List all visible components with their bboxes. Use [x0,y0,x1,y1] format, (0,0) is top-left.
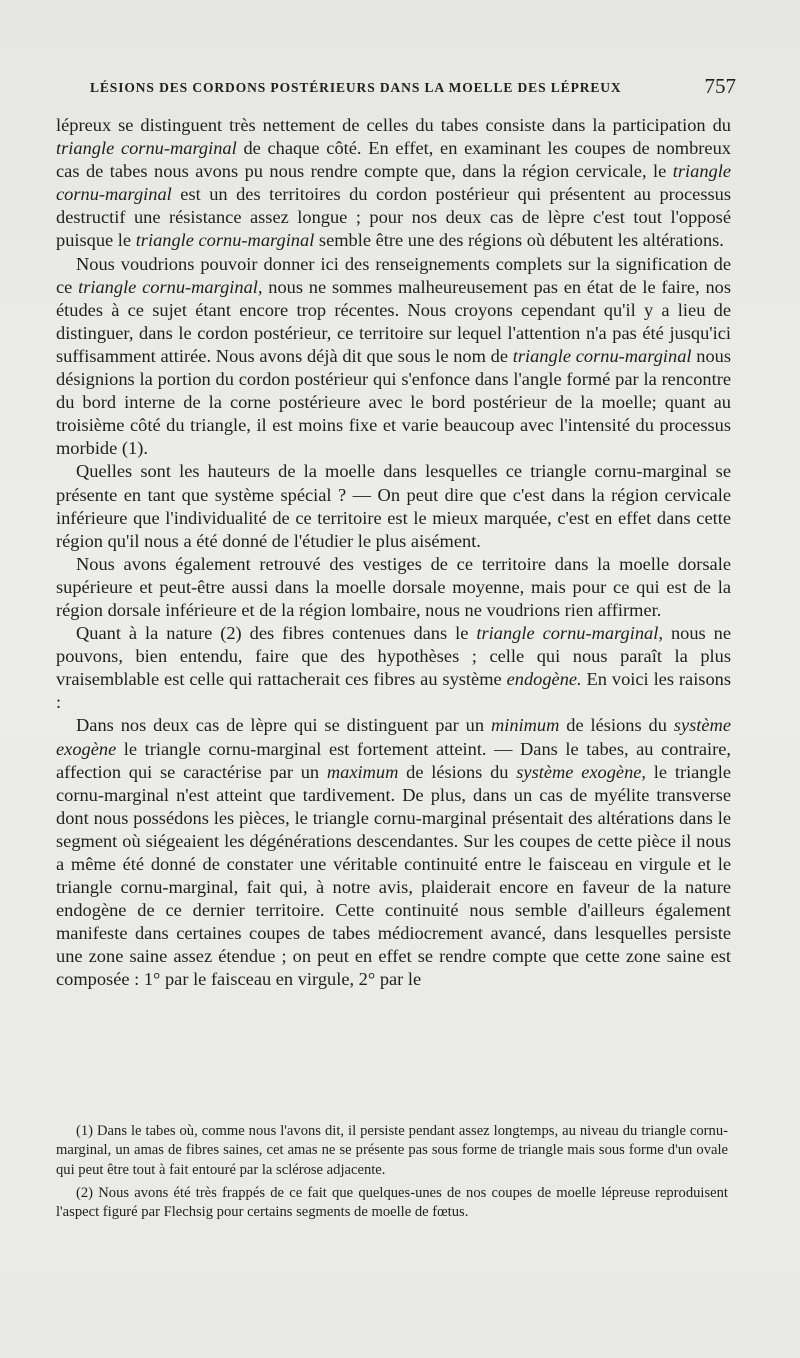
italic-term: minimum [490,715,560,736]
text-run: lépreux se distinguent très nettement de celles du tabes consiste dans la participation du [56,115,731,135]
footnotes [56,1122,728,1222]
text-run: En voici les raisons : [56,669,732,713]
text-run: Dans nos deux cas de lèpre qui se distinguent par un [76,715,491,736]
italic-term: triangle cornu-marginal [512,345,692,366]
text-run: Nous voudrions pouvoir donner ici des renseignements complets sur la signification de ce [56,253,731,297]
page-number: 757 [704,74,736,98]
footnote-2: (2) Nous avons été très frappés de ce fait que quelques-unes de nos coupes de moelle lépreuse reproduisent l'aspect figuré par Flechsig pour certains segments de moelle de fœtus. [56,1184,728,1221]
italic-term: système exogène, [516,761,647,782]
paragraph-5 [56,622,731,714]
text-run: Quant à la nature (2) des fibres contenues dans le [76,623,477,644]
text-run: semble être une des régions où débutent les altérations. [314,230,724,251]
text-run: de lésions du [559,715,674,736]
text-run: est un des territoires du cordon postérieur qui présentent au processus destructif une résistance assez longue ; pour nos deux cas de lèpre c'est tout l'opposé puisque le [56,184,731,251]
running-header [90,76,736,102]
paragraph-3: Quelles sont les hauteurs de la moelle dans lesquelles ce triangle cornu-marginal se présente en tant que système spécial ? — On peut dire que c'est dans la région cervicale inférieure que l'individualité de ce territoire est le mieux marquée, c'est en effet dans cette région qu'il nous a été donné de l'étudier le plus aisément. [56,461,731,551]
italic-term: triangle cornu-marginal [135,230,315,251]
italic-term: triangle cornu-marginal, [476,623,663,644]
italic-term: triangle cornu-marginal [56,161,731,205]
paragraph-1 [56,114,731,253]
italic-term: maximum [326,761,399,782]
text-run: le triangle cornu-marginal est fortement atteint. — Dans le tabes, au contraire, affection qui se caractérise par un [56,738,731,782]
text-run: nous ne sommes malheureusement pas en état de le faire, nos études à ce sujet étant encore trop récentes. Nous croyons cependant qu'il y a lieu de distinguer, dans le cordon postérieur, ce territoire sur lequel l'attention n'a pas été jusqu'ici suffisamment attirée. Nous avons déjà dit que sous le nom de [56,276,731,366]
paragraph-2 [56,253,731,461]
text-run: nous désignions la portion du cordon postérieur qui s'enfonce dans l'angle formé par la rencontre du bord interne de la corne postérieure avec le bord postérieur de la moelle; quant au troisième côté du triangle, il est moins fixe et varie beaucoup avec l'intensité du processus morbide (1). [56,345,732,459]
running-title: LÉSIONS DES CORDONS POSTÉRIEURS DANS LA MOELLE DES LÉPREUX [90,80,622,95]
italic-term: système exogène [56,715,731,759]
text-run: de lésions du [398,761,517,782]
paragraph-6 [56,714,731,991]
text-run: nous ne pouvons, bien entendu, faire que des hypothèses ; celle qui nous paraît la plus vraisemblable est celle qui rattacherait ces fibres au système [56,623,732,690]
paragraph-4: Nous avons également retrouvé des vestiges de ce territoire dans la moelle dorsale supérieure et peut-être aussi dans la moelle dorsale moyenne, mais pour ce qui est de la région dorsale inférieure et de la région lombaire, nous ne voudrions rien affirmer. [56,553,731,620]
text-run: de chaque côté. En effet, en examinant les coupes de nombreux cas de tabes nous avons pu nous rendre compte que, dans la région cervicale, le [56,138,731,182]
italic-term: triangle cornu-marginal, [78,276,263,297]
italic-term: triangle cornu-marginal [56,138,237,159]
text-run: le triangle cornu-marginal n'est atteint que tardivement. De plus, dans un cas de myélite transverse dont nous possédons les pièces, le triangle cornu-marginal présentait des altérations dans le segment où siégeaient les dégénérations descendantes. Sur les coupes de cette pièce il nous a même été donné de constater une véritable continuité entre le faisceau en virgule et le triangle cornu-marginal, fait qui, à notre avis, plaiderait encore en faveur de la nature endogène de ce dernier territoire. Cette continuité nous semble d'ailleurs également manifeste dans certaines coupes de tabes médiocrement avancé, dans lesquelles persiste une zone saine assez étendue ; on peut en effet se rendre compte que cette zone saine est composée : 1° par le faisceau en virgule, 2° par le [56,761,732,990]
italic-term: endogène. [506,669,582,690]
body-text [56,114,731,992]
footnote-1: (1) Dans le tabes où, comme nous l'avons dit, il persiste pendant assez longtemps, au niveau du triangle cornu-marginal, un amas de fibres saines, cet amas ne se présente pas sous forme de triangle mais sous forme d'un ovale qui peut être tout à fait entouré par la sclérose adjacente. [56,1123,728,1178]
